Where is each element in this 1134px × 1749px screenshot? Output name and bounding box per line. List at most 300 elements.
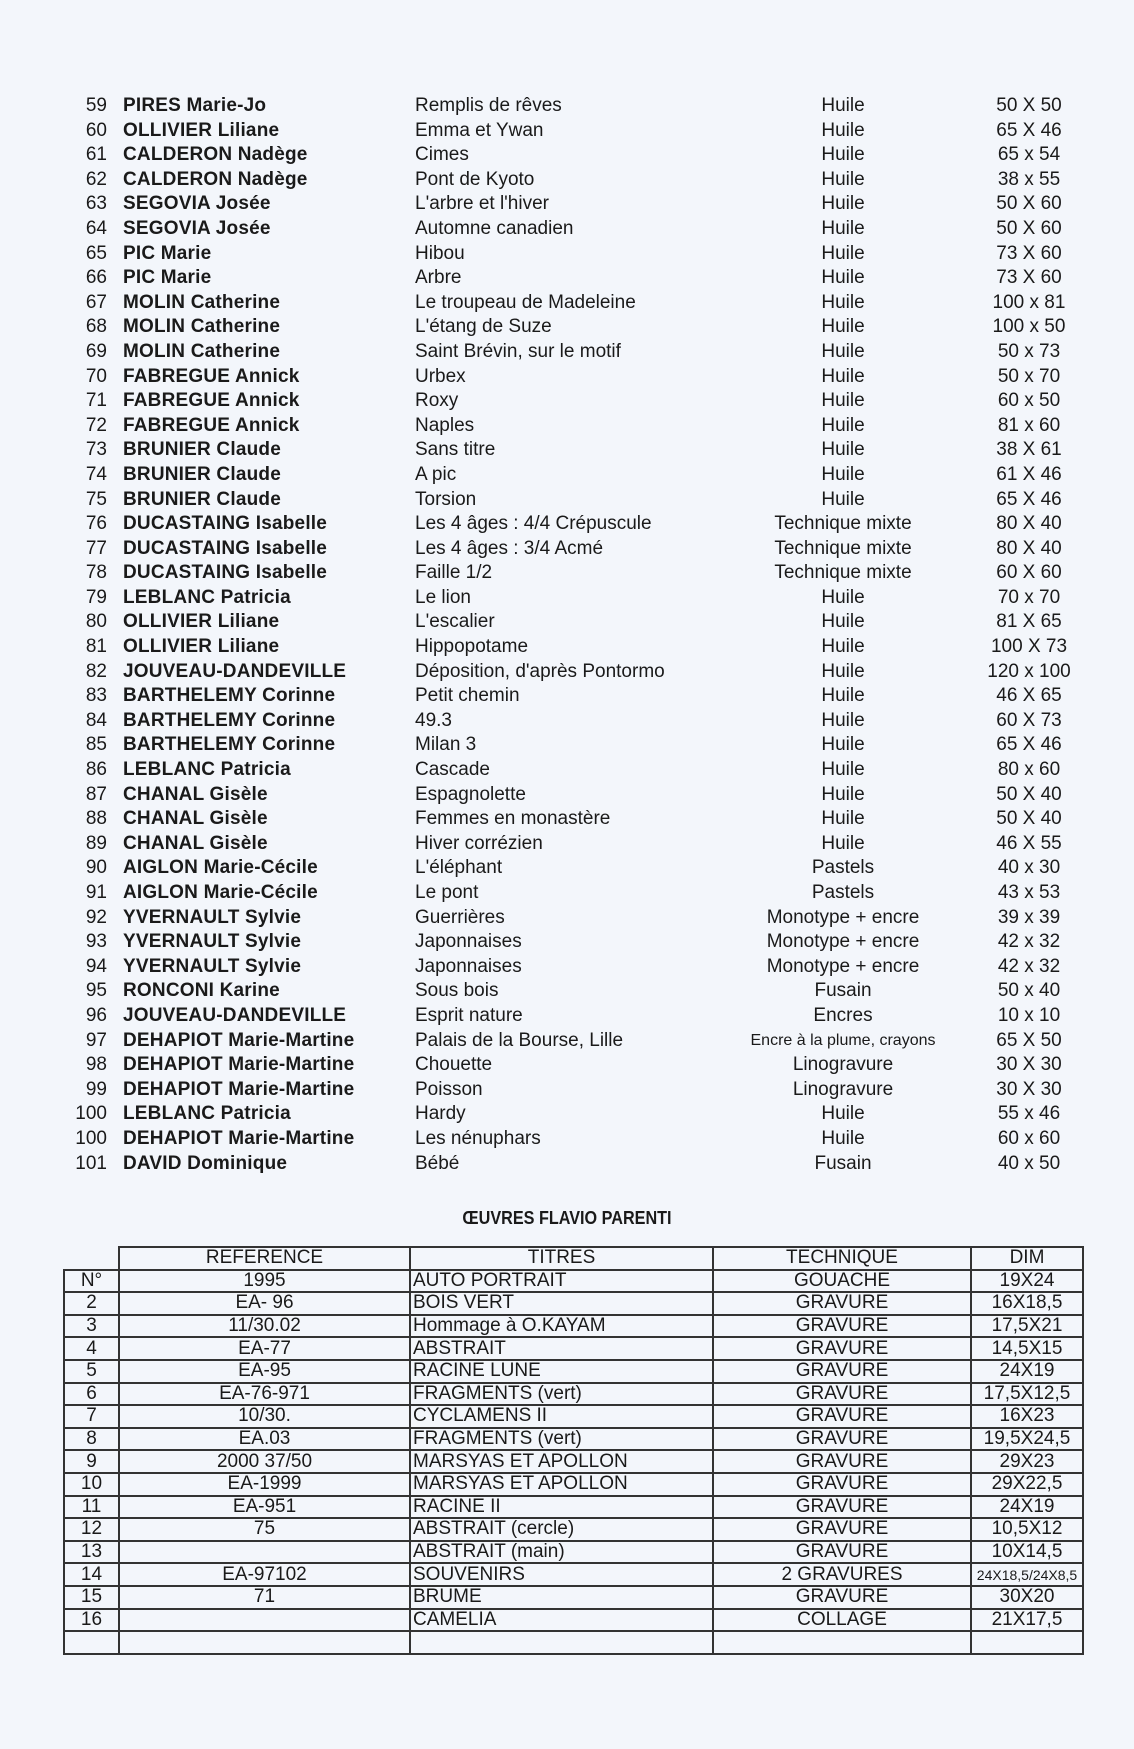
dimensions: 10 x 10 [997, 1004, 1061, 1026]
entry-number: 74 [85, 463, 107, 485]
technique: GRAVURE [713, 1541, 971, 1564]
entry-number: 90 [85, 857, 107, 879]
table-row [64, 1292, 1083, 1315]
reference [119, 1631, 410, 1654]
artwork-title: Guerrières [415, 906, 505, 928]
list-item [0, 143, 1134, 168]
artist-name: BRUNIER Claude [123, 439, 281, 461]
technique: Fusain [814, 980, 872, 1002]
table-row [64, 1405, 1083, 1428]
list-item [0, 807, 1134, 832]
row-number: 14 [64, 1563, 119, 1586]
technique: Monotype + encre [766, 906, 920, 928]
technique: Huile [821, 144, 865, 166]
artwork-title: Faille 1/2 [415, 562, 493, 584]
list-item [0, 119, 1134, 144]
artist-name: DUCASTAING Isabelle [123, 537, 328, 559]
dimensions: 29X23 [971, 1450, 1083, 1473]
title: AUTO PORTRAIT [410, 1270, 713, 1293]
list-item [0, 979, 1134, 1004]
artist-name: MOLIN Catherine [123, 291, 281, 313]
table-row [64, 1450, 1083, 1473]
dimensions: 19,5X24,5 [971, 1428, 1083, 1451]
entry-number: 78 [85, 562, 107, 584]
technique: GRAVURE [713, 1360, 971, 1383]
artwork-title: L'arbre et l'hiver [415, 193, 549, 215]
list-item [0, 389, 1134, 414]
artwork-title: Roxy [415, 390, 459, 412]
entry-number: 100 [75, 1103, 107, 1125]
artwork-title: Les 4 âges : 4/4 Crépuscule [415, 513, 652, 535]
artist-name: OLLIVIER Liliane [123, 636, 280, 658]
technique: Huile [821, 734, 865, 756]
entry-number: 87 [85, 783, 107, 805]
technique: GRAVURE [713, 1586, 971, 1609]
title: BOIS VERT [410, 1292, 713, 1315]
entry-number: 60 [85, 119, 107, 141]
artwork-title: Le lion [415, 586, 471, 608]
list-item [0, 635, 1134, 660]
dimensions: 65 x 54 [997, 144, 1061, 166]
artwork-title: Espagnolette [415, 783, 526, 805]
dimensions: 73 X 60 [996, 267, 1062, 289]
artwork-title: Japonnaises [415, 955, 522, 977]
technique: 2 GRAVURES [713, 1563, 971, 1586]
list-item [0, 192, 1134, 217]
dimensions: 10X14,5 [971, 1541, 1083, 1564]
reference: EA.03 [119, 1428, 410, 1451]
technique: Huile [821, 586, 865, 608]
artwork-title: Petit chemin [415, 685, 520, 707]
technique: Huile [821, 660, 865, 682]
technique: Huile [821, 685, 865, 707]
technique: GOUACHE [713, 1270, 971, 1293]
technique: GRAVURE [713, 1473, 971, 1496]
technique: Huile [821, 340, 865, 362]
artist-name: YVERNAULT Sylvie [123, 955, 302, 977]
artist-name: BARTHELEMY Corinne [123, 709, 336, 731]
technique: Technique mixte [774, 513, 912, 535]
artist-name: DEHAPIOT Marie-Martine [123, 1127, 355, 1149]
list-item [0, 660, 1134, 685]
dimensions: 38 x 55 [997, 168, 1061, 190]
dimensions: 55 x 46 [997, 1103, 1061, 1125]
reference: EA- 96 [119, 1292, 410, 1315]
entry-number: 100 [75, 1127, 107, 1149]
dimensions: 43 x 53 [997, 882, 1061, 903]
list-item [0, 1152, 1134, 1177]
artist-name: BRUNIER Claude [123, 488, 281, 510]
artist-name: FABREGUE Annick [123, 414, 300, 436]
list-item [0, 291, 1134, 316]
artist-name: YVERNAULT Sylvie [123, 906, 302, 928]
technique: Huile [821, 439, 865, 461]
entry-number: 65 [85, 242, 107, 264]
list-item [0, 438, 1134, 463]
technique: Pastels [811, 882, 875, 903]
list-item [0, 242, 1134, 267]
dimensions: 50 X 60 [996, 217, 1062, 239]
reference: EA-951 [119, 1496, 410, 1519]
entry-number: 61 [85, 144, 107, 166]
artist-name: MOLIN Catherine [123, 316, 281, 338]
entry-number: 95 [85, 980, 107, 1002]
entry-number: 82 [85, 660, 107, 682]
list-item [0, 414, 1134, 439]
dimensions: 42 x 32 [997, 931, 1061, 953]
reference: 10/30. [119, 1405, 410, 1428]
dimensions: 10,5X12 [971, 1518, 1083, 1541]
artwork-title: Hiver corrézien [415, 832, 543, 854]
artist-name: PIC Marie [123, 267, 212, 289]
artist-name: CALDERON Nadège [123, 144, 308, 166]
list-item [0, 463, 1134, 488]
artist-name: OLLIVIER Liliane [123, 611, 280, 633]
artist-name: BARTHELEMY Corinne [123, 685, 336, 707]
artist-name: CALDERON Nadège [123, 168, 308, 190]
dimensions: 50 x 70 [997, 365, 1061, 387]
technique: Huile [821, 1127, 865, 1149]
title: ABSTRAIT [410, 1337, 713, 1360]
artist-name: FABREGUE Annick [123, 390, 300, 412]
technique: Huile [821, 193, 865, 215]
list-item [0, 365, 1134, 390]
row-number: 5 [64, 1360, 119, 1383]
entry-number: 64 [85, 217, 107, 239]
artwork-title: A pic [415, 463, 457, 485]
column-header [64, 1247, 119, 1270]
technique: GRAVURE [713, 1496, 971, 1519]
artist-name: OLLIVIER Liliane [123, 119, 280, 141]
entry-number: 67 [85, 291, 107, 313]
table-row [64, 1473, 1083, 1496]
entry-number: 79 [85, 586, 107, 608]
table-row [64, 1563, 1083, 1586]
artwork-title: Femmes en monastère [415, 808, 611, 830]
column-header: TITRES [410, 1247, 713, 1270]
dimensions: 40 x 50 [997, 1152, 1061, 1174]
artist-name: RONCONI Karine [123, 980, 280, 1002]
technique: Huile [821, 611, 865, 633]
technique: Huile [821, 316, 865, 338]
dimensions: 16X23 [971, 1405, 1083, 1428]
artwork-title: Cascade [415, 759, 490, 781]
table-row [64, 1541, 1083, 1564]
technique: Huile [821, 759, 865, 781]
technique [713, 1631, 971, 1654]
dimensions: 17,5X21 [971, 1315, 1083, 1338]
dimensions: 60 X 60 [996, 562, 1062, 584]
artwork-title: Japonnaises [415, 931, 522, 953]
entry-number: 81 [85, 636, 107, 658]
list-item [0, 94, 1134, 119]
artwork-title: Saint Brévin, sur le motif [415, 340, 621, 362]
entry-number: 86 [85, 759, 107, 781]
list-item [0, 709, 1134, 734]
entry-number: 76 [85, 513, 107, 535]
table-row [64, 1631, 1083, 1654]
table-row [64, 1360, 1083, 1383]
title: CAMELIA [410, 1609, 713, 1632]
dimensions: 81 X 65 [996, 611, 1062, 633]
row-number: 11 [64, 1496, 119, 1519]
section-title: ŒUVRES FLAVIO PARENTI [462, 1208, 672, 1228]
list-item [0, 168, 1134, 193]
artwork-title: L'éléphant [415, 857, 503, 879]
artist-name: DAVID Dominique [123, 1152, 288, 1174]
artist-name: BARTHELEMY Corinne [123, 734, 336, 756]
artist-name: LEBLANC Patricia [123, 1103, 291, 1125]
artwork-title: L'escalier [415, 611, 495, 633]
artwork-title: Sans titre [415, 439, 496, 461]
table-row [64, 1609, 1083, 1632]
technique: Encre à la plume, crayons [750, 1031, 936, 1049]
technique: Huile [821, 709, 865, 731]
column-header: DIM [971, 1247, 1083, 1270]
entry-number: 63 [85, 193, 107, 215]
artwork-title: Emma et Ywan [415, 119, 544, 141]
technique: Monotype + encre [766, 931, 920, 953]
entry-number: 94 [85, 955, 107, 977]
dimensions: 73 X 60 [996, 242, 1062, 264]
table-header-row [64, 1247, 1083, 1270]
artist-name: PIC Marie [123, 242, 212, 264]
artist-name: CHANAL Gisèle [123, 832, 268, 854]
dimensions: 80 x 60 [997, 759, 1061, 781]
row-number: 4 [64, 1337, 119, 1360]
artwork-title: Hibou [415, 242, 465, 264]
row-number: 8 [64, 1428, 119, 1451]
artwork-title: L'étang de Suze [415, 316, 552, 338]
list-item [0, 684, 1134, 709]
technique: Huile [821, 168, 865, 190]
dimensions: 50 x 73 [997, 340, 1061, 362]
artwork-title: Pont de Kyoto [415, 168, 535, 190]
dimensions: 24X18,5/24X8,5 [971, 1563, 1083, 1586]
title [410, 1631, 713, 1654]
reference: EA-77 [119, 1337, 410, 1360]
row-number: 6 [64, 1383, 119, 1406]
artist-name: BRUNIER Claude [123, 463, 281, 485]
list-item [0, 881, 1134, 906]
artwork-title: 49.3 [415, 709, 452, 731]
list-item [0, 217, 1134, 242]
dimensions: 70 x 70 [997, 586, 1061, 608]
title: RACINE LUNE [410, 1360, 713, 1383]
title: MARSYAS ET APOLLON [410, 1473, 713, 1496]
technique: COLLAGE [713, 1609, 971, 1632]
row-number: 15 [64, 1586, 119, 1609]
technique: Pastels [811, 857, 875, 879]
dimensions: 60 x 50 [997, 390, 1061, 412]
technique: Huile [821, 463, 865, 485]
row-number [64, 1631, 119, 1654]
artist-name: PIRES Marie-Jo [123, 95, 267, 116]
artist-name: AIGLON Marie-Cécile [123, 882, 318, 903]
artist-name: CHANAL Gisèle [123, 808, 268, 830]
entry-number: 99 [85, 1078, 107, 1100]
artwork-title: Hardy [415, 1103, 466, 1125]
reference: 2000 37/50 [119, 1450, 410, 1473]
dimensions [971, 1631, 1083, 1654]
artist-name: LEBLANC Patricia [123, 759, 291, 781]
table-row [64, 1518, 1083, 1541]
list-item [0, 955, 1134, 980]
title: ABSTRAIT (cercle) [410, 1518, 713, 1541]
artwork-title: Poisson [415, 1078, 483, 1100]
table-row [64, 1337, 1083, 1360]
entry-number: 62 [85, 168, 107, 190]
list-item [0, 266, 1134, 291]
technique: GRAVURE [713, 1428, 971, 1451]
table-row [64, 1428, 1083, 1451]
dimensions: 29X22,5 [971, 1473, 1083, 1496]
dimensions: 80 X 40 [996, 537, 1062, 559]
technique: Huile [821, 119, 865, 141]
technique: GRAVURE [713, 1337, 971, 1360]
reference: EA-1999 [119, 1473, 410, 1496]
artwork-title: Urbex [415, 365, 466, 387]
dimensions: 100 x 50 [992, 316, 1066, 338]
entry-number: 89 [85, 832, 107, 854]
dimensions: 14,5X15 [971, 1337, 1083, 1360]
entry-number: 80 [85, 611, 107, 633]
dimensions: 30 X 30 [996, 1078, 1062, 1100]
title: FRAGMENTS (vert) [410, 1428, 713, 1451]
reference [119, 1541, 410, 1564]
entry-number: 69 [85, 340, 107, 362]
list-item [0, 561, 1134, 586]
dimensions: 46 X 55 [996, 832, 1062, 854]
technique: GRAVURE [713, 1518, 971, 1541]
technique: GRAVURE [713, 1405, 971, 1428]
dimensions: 100 x 81 [992, 291, 1066, 313]
title: ABSTRAIT (main) [410, 1541, 713, 1564]
entry-number: 83 [85, 685, 107, 707]
dimensions: 60 X 73 [996, 709, 1062, 731]
list-item [0, 1102, 1134, 1127]
artist-name: DUCASTAING Isabelle [123, 513, 328, 535]
technique: Huile [821, 365, 865, 387]
technique: Huile [821, 390, 865, 412]
entry-number: 101 [75, 1152, 107, 1174]
artwork-title: Esprit nature [415, 1004, 523, 1026]
artwork-title: Remplis de rêves [415, 95, 562, 116]
list-item [0, 488, 1134, 513]
entry-number: 72 [85, 414, 107, 436]
list-item [0, 340, 1134, 365]
column-header: REFERENCE [119, 1247, 410, 1270]
row-number: 3 [64, 1315, 119, 1338]
artwork-title: Hippopotame [415, 636, 529, 658]
list-item [0, 758, 1134, 783]
list-item [0, 906, 1134, 931]
table-row [64, 1383, 1083, 1406]
artist-name: LEBLANC Patricia [123, 586, 291, 608]
technique: Huile [821, 1103, 865, 1125]
artwork-title: Milan 3 [415, 734, 477, 756]
dimensions: 17,5X12,5 [971, 1383, 1083, 1406]
artwork-title: Torsion [415, 488, 477, 510]
entry-number: 68 [85, 316, 107, 338]
list-item [0, 512, 1134, 537]
artist-name: MOLIN Catherine [123, 340, 281, 362]
list-item [0, 610, 1134, 635]
entry-number: 66 [85, 267, 107, 289]
artist-name: FABREGUE Annick [123, 365, 300, 387]
dimensions: 65 X 46 [996, 734, 1062, 756]
technique: GRAVURE [713, 1315, 971, 1338]
technique: GRAVURE [713, 1383, 971, 1406]
dimensions: 65 X 46 [996, 488, 1062, 510]
technique: Huile [821, 636, 865, 658]
artist-name: JOUVEAU-DANDEVILLE [123, 1004, 347, 1026]
row-number: N° [64, 1270, 119, 1293]
entry-number: 70 [85, 365, 107, 387]
parenti-works-table [63, 1246, 1084, 1655]
artwork-title: Arbre [415, 267, 462, 289]
row-number: 12 [64, 1518, 119, 1541]
artwork-title: Naples [415, 414, 475, 436]
artist-name: DEHAPIOT Marie-Martine [123, 1078, 355, 1100]
dimensions: 30X20 [971, 1586, 1083, 1609]
list-item [0, 856, 1134, 881]
dimensions: 24X19 [971, 1360, 1083, 1383]
entry-number: 59 [85, 95, 107, 116]
technique: Linogravure [792, 1078, 894, 1100]
entry-number: 84 [85, 709, 107, 731]
table-row [64, 1586, 1083, 1609]
column-header: TECHNIQUE [713, 1247, 971, 1270]
entry-number: 92 [85, 906, 107, 928]
artist-name: SEGOVIA Josée [123, 217, 271, 239]
list-item [0, 1004, 1134, 1029]
table-row [64, 1496, 1083, 1519]
technique: Encres [813, 1004, 873, 1026]
artwork-title: Sous bois [415, 980, 499, 1002]
entry-number: 71 [85, 390, 107, 412]
dimensions: 46 X 65 [996, 685, 1062, 707]
row-number: 9 [64, 1450, 119, 1473]
artwork-title: Chouette [415, 1054, 493, 1076]
artist-name: YVERNAULT Sylvie [123, 931, 302, 953]
reference: 75 [119, 1518, 410, 1541]
list-item [0, 315, 1134, 340]
artwork-title: Les nénuphars [415, 1127, 541, 1149]
dimensions: 61 X 46 [996, 463, 1062, 485]
entry-number: 91 [85, 882, 107, 903]
reference: EA-95 [119, 1360, 410, 1383]
list-item [0, 537, 1134, 562]
artist-name: CHANAL Gisèle [123, 783, 268, 805]
table-row [64, 1315, 1083, 1338]
list-item [0, 1127, 1134, 1152]
entry-number: 96 [85, 1004, 107, 1026]
artist-name: DEHAPIOT Marie-Martine [123, 1054, 355, 1076]
row-number: 10 [64, 1473, 119, 1496]
technique: Huile [821, 95, 865, 116]
reference: EA-97102 [119, 1563, 410, 1586]
dimensions: 39 x 39 [997, 906, 1061, 928]
table-row [64, 1270, 1083, 1293]
row-number: 2 [64, 1292, 119, 1315]
list-item [0, 1029, 1134, 1054]
dimensions: 65 X 46 [996, 119, 1062, 141]
entry-number: 93 [85, 931, 107, 953]
technique: Huile [821, 808, 865, 830]
technique: Monotype + encre [766, 955, 920, 977]
artwork-title: Palais de la Bourse, Lille [415, 1029, 624, 1051]
